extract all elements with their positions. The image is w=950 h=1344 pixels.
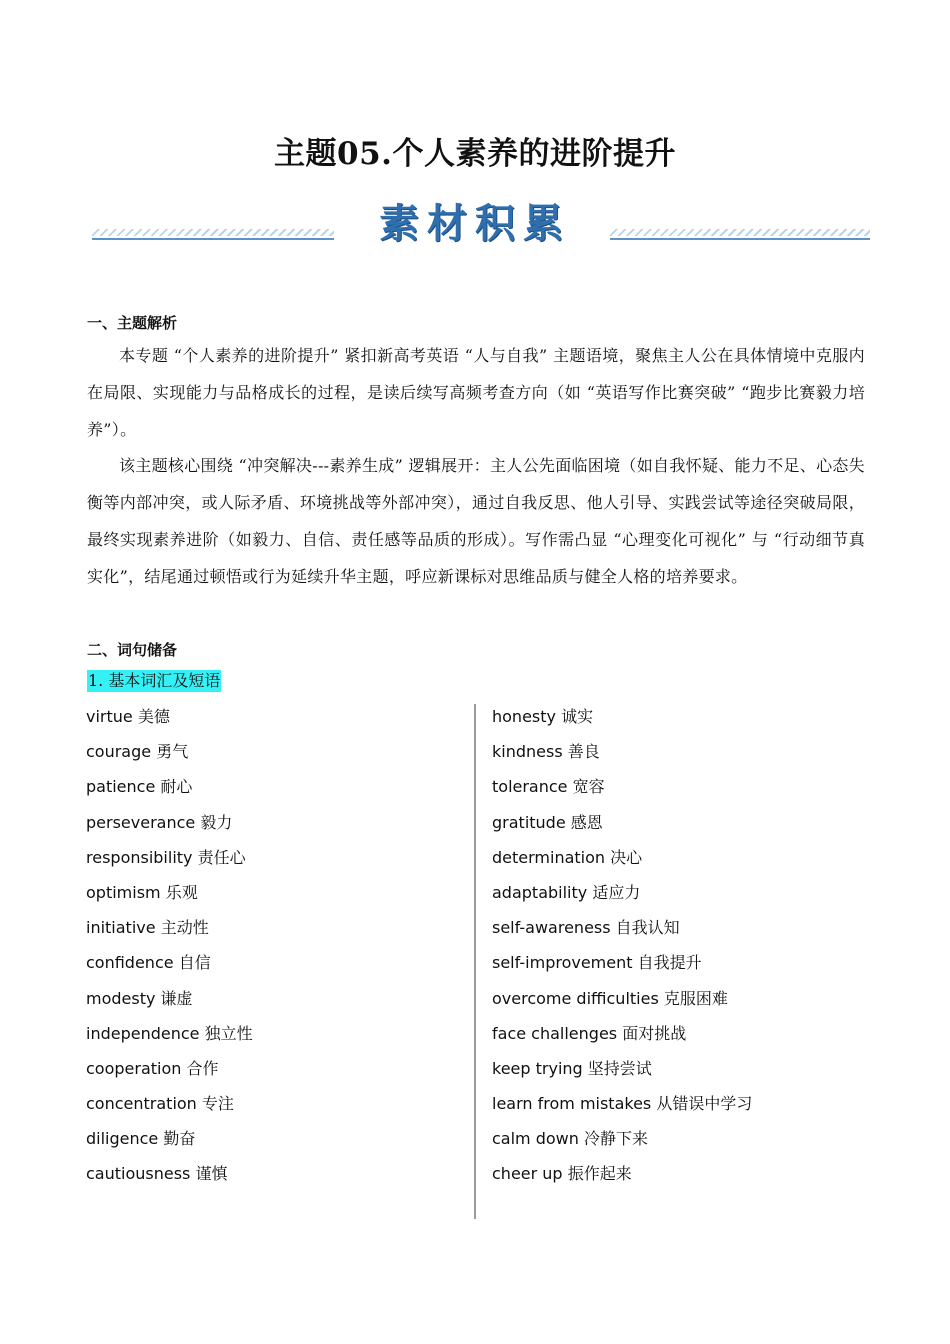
section1-paragraph-2: 该主题核心围绕 “冲突解决---素养生成” 逻辑展开：主人公先面临困境（如自我怀疑、能力不足、心态失衡等内部冲突，或人际矛盾、环境挑战等外部冲突），通过自我反思、他人引导、实践尝试等途径突破局限，最终实现素养进阶（如毅力、自信、责任感等品质的形成）。写作需凸显 “心理变化可视化” 与 “行动细节真实化”，结尾通过顿悟或行为延续升华主题，呼应新课标对思维品质与健全人格的培养要求。 — [87, 456, 865, 586]
vocab-item: diligence 勤奋 — [86, 1129, 196, 1149]
vocab-item: optimism 乐观 — [86, 882, 198, 902]
banner-right-decoration — [610, 229, 870, 241]
vocab-item: cooperation 合作 — [86, 1058, 219, 1078]
section1-paragraph-1: 本专题 “个人素养的进阶提升” 紧扣新高考英语 “人与自我” 主题语境，聚焦主人公在具体情境中克服内在局限、实现能力与品格成长的过程，是读后续写高频考查方向（如 “英语写作比赛突破” “跑步比赛毅力培养”）。 — [87, 346, 865, 439]
vocab-item: patience 耐心 — [86, 777, 193, 797]
column-divider — [474, 704, 476, 1219]
vocab-item: calm down 冷静下来 — [492, 1129, 648, 1149]
vocab-item: self-awareness 自我认知 — [492, 918, 680, 938]
banner-title: 素材积累 — [379, 200, 571, 247]
vocab-subheading: 1. 基本词汇及短语 — [88, 671, 221, 690]
section1-heading: 一、主题解析 — [87, 314, 178, 332]
vocab-item: face challenges 面对挑战 — [492, 1023, 687, 1043]
vocab-item: cheer up 振作起来 — [492, 1164, 632, 1184]
section2-heading: 二、词句储备 — [87, 641, 178, 659]
vocab-item: determination 决心 — [492, 847, 643, 867]
vocab-item: modesty 谦虚 — [86, 988, 193, 1008]
vocab-item: learn from mistakes 从错误中学习 — [492, 1094, 753, 1114]
vocab-item: kindness 善良 — [492, 742, 600, 762]
vocab-item: concentration 专注 — [86, 1094, 234, 1114]
vocab-item: responsibility 责任心 — [86, 847, 246, 867]
vocab-item: perseverance 毅力 — [86, 812, 233, 832]
vocab-item: adaptability 适应力 — [492, 882, 641, 902]
vocab-item: cautiousness 谨慎 — [86, 1164, 228, 1184]
vocab-item: confidence 自信 — [86, 953, 211, 973]
vocab-item: gratitude 感恩 — [492, 812, 603, 832]
vocab-item: overcome difficulties 克服困难 — [492, 988, 728, 1008]
vocab-item: independence 独立性 — [86, 1023, 253, 1043]
banner-left-decoration — [92, 229, 334, 241]
vocab-item: courage 勇气 — [86, 742, 189, 762]
vocab-item: initiative 主动性 — [86, 918, 209, 938]
vocab-column-right — [492, 706, 852, 1199]
vocab-item: keep trying 坚持尝试 — [492, 1058, 652, 1078]
page-title: 主题05.个人素养的进阶提升 — [274, 136, 676, 172]
vocab-column-left — [86, 706, 446, 1199]
vocab-item: virtue 美德 — [86, 707, 170, 726]
vocab-item: honesty 诚实 — [492, 707, 594, 726]
vocab-item: self-improvement 自我提升 — [492, 953, 702, 973]
vocab-item: tolerance 宽容 — [492, 777, 605, 797]
